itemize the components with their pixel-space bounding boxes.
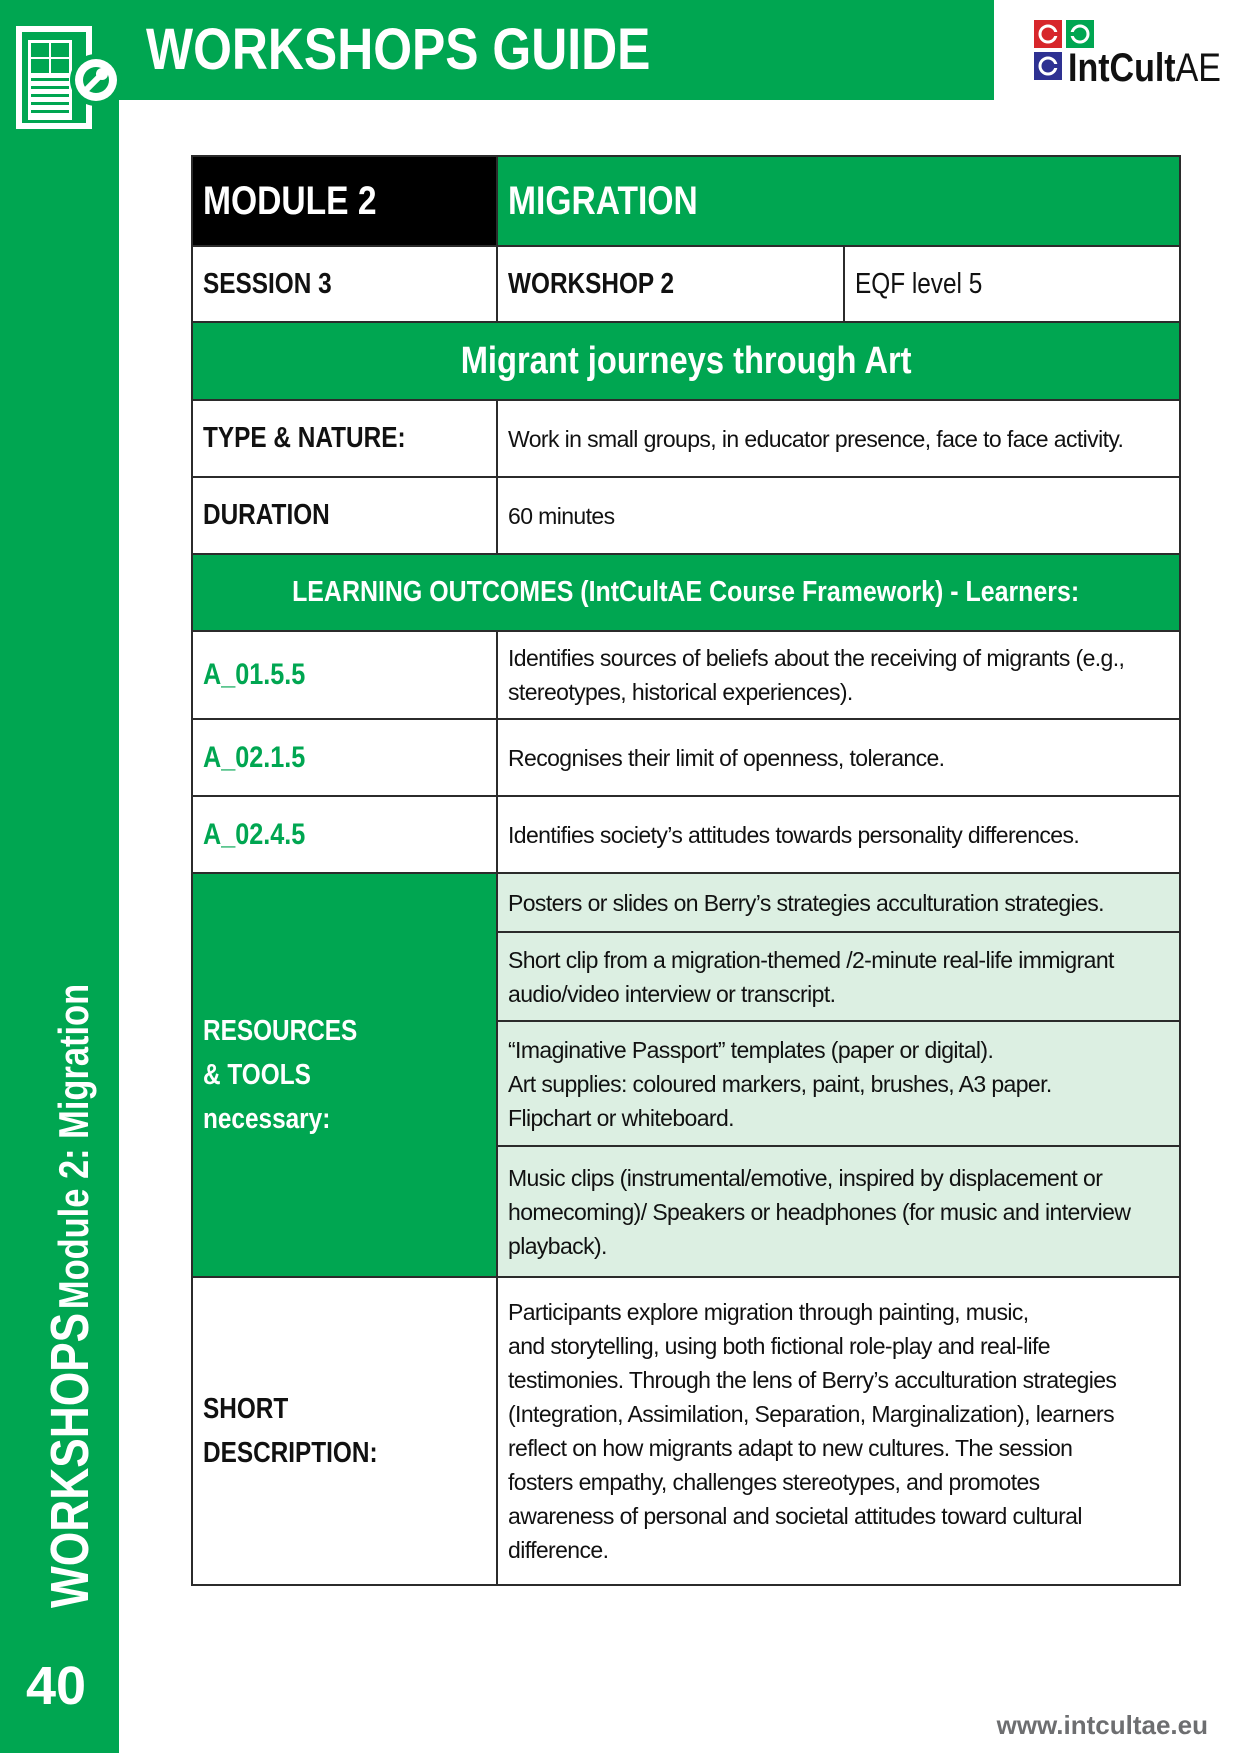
- duration-value: 60 minutes: [508, 502, 615, 529]
- description-text-cell: [497, 1277, 1180, 1585]
- resource-line: playback).: [508, 1232, 607, 1259]
- learning-outcomes-header: LEARNING OUTCOMES (IntCultAE Course Framework) - Learners:: [292, 576, 1080, 608]
- module-label: MODULE 2: [203, 178, 377, 223]
- resource-line: Flipchart or whiteboard.: [508, 1104, 734, 1131]
- module-name-cell: [497, 156, 1180, 246]
- sidebar-title-rest: Module 2: Migration: [50, 983, 97, 1310]
- eqf-cell: [844, 246, 1180, 322]
- workshop-title-row: [192, 322, 1180, 400]
- resources-label: [203, 1009, 486, 1141]
- session-cell: [192, 246, 497, 322]
- learning-outcome-text: Recognises their limit of openness, tolerance.: [508, 744, 945, 771]
- learning-outcome-code: A_02.1.5: [203, 740, 306, 774]
- learning-outcomes-header-cell: [192, 554, 1180, 631]
- workshop-table: [191, 155, 1181, 1586]
- learning-outcome-row: [192, 631, 1180, 719]
- description-line: Participants explore migration through painting, music,: [508, 1299, 1029, 1325]
- learning-outcome-text-cell: [497, 631, 1180, 719]
- type-value: Work in small groups, in educator presence, face to face activity.: [508, 425, 1124, 452]
- resource-line: Art supplies: coloured markers, paint, brushes, A3 paper.: [508, 1070, 1052, 1097]
- intcultae-logo: [1034, 20, 1221, 90]
- type-value-cell: [497, 400, 1180, 477]
- session-row: [192, 246, 1180, 322]
- learning-outcome-code-cell: [192, 719, 497, 796]
- eqf-level: EQF level 5: [855, 267, 983, 300]
- description-label-line: SHORT: [203, 1393, 289, 1425]
- workshop-label: WORKSHOP 2: [508, 267, 675, 300]
- resource-line: Music clips (instrumental/emotive, inspired by displacement or: [508, 1164, 1103, 1191]
- session-label: SESSION 3: [203, 267, 332, 300]
- type-label-cell: [192, 400, 497, 477]
- duration-label: DURATION: [203, 499, 330, 531]
- workshop-title-cell: [192, 322, 1180, 400]
- logo-wordmark: IntCultAE: [1068, 46, 1221, 90]
- resources-label-line: & TOOLS: [203, 1059, 311, 1091]
- description-line: (Integration, Assimilation, Separation, Marginalization), learners: [508, 1401, 1114, 1427]
- resource-line: homecoming)/ Speakers or headphones (for music and interview: [508, 1198, 1131, 1225]
- learning-outcome-row: [192, 719, 1180, 796]
- learning-outcome-text-cell: [497, 796, 1180, 873]
- learning-outcome-row: [192, 796, 1180, 873]
- page-number: 40: [26, 1656, 87, 1716]
- resource-line: audio/video interview or transcript.: [508, 980, 836, 1007]
- duration-row: [192, 477, 1180, 554]
- description-line: testimonies. Through the lens of Berry’s acculturation strategies: [508, 1367, 1117, 1393]
- description-line: fosters empathy, challenges stereotypes, and promotes: [508, 1469, 1040, 1495]
- learning-outcome-text-cell: [497, 719, 1180, 796]
- description-label: [203, 1387, 486, 1475]
- description-label-cell: [192, 1277, 497, 1585]
- resource-item: [497, 873, 1180, 932]
- page-header-title: WORKSHOPS GUIDE: [146, 17, 651, 82]
- description-line: difference.: [508, 1537, 609, 1563]
- duration-value-cell: [497, 477, 1180, 554]
- workshop-cell: [497, 246, 844, 322]
- module-label-cell: [192, 156, 497, 246]
- learning-outcome-text: Identifies society’s attitudes towards personality differences.: [508, 821, 1080, 848]
- learning-outcome-code-cell: [192, 796, 497, 873]
- resource-line: Short clip from a migration-themed /2-minute real-life immigrant: [508, 946, 1114, 973]
- description-line: and storytelling, using both fictional role-play and real-life: [508, 1333, 1050, 1359]
- learning-outcome-text: Identifies sources of beliefs about the receiving of migrants (e.g., stereotypes, historical experiences).: [508, 645, 1125, 705]
- module-name: MIGRATION: [508, 178, 698, 223]
- duration-label-cell: [192, 477, 497, 554]
- type-row: [192, 400, 1180, 477]
- description-line: reflect on how migrants adapt to new cultures. The session: [508, 1435, 1073, 1461]
- sidebar-title-bold: WORKSHOPS: [40, 1312, 100, 1608]
- description-row: [192, 1277, 1180, 1585]
- resources-label-line: necessary:: [203, 1103, 331, 1135]
- logo-face-green-icon: [1066, 20, 1094, 48]
- learning-outcomes-header-row: [192, 554, 1180, 631]
- resource-line: Posters or slides on Berry’s strategies acculturation strategies.: [508, 889, 1104, 916]
- resource-item: [497, 1146, 1180, 1277]
- workshop-guide-icon: [16, 26, 122, 132]
- logo-face-red-icon: [1034, 20, 1062, 48]
- learning-outcome-code: A_02.4.5: [203, 817, 306, 851]
- description-label-line: DESCRIPTION:: [203, 1437, 378, 1469]
- resource-item: [497, 1021, 1180, 1146]
- learning-outcome-code-cell: [192, 631, 497, 719]
- resource-item: [497, 932, 1180, 1021]
- module-row: [192, 156, 1180, 246]
- workshop-title: Migrant journeys through Art: [460, 339, 912, 382]
- type-label: TYPE & NATURE:: [203, 422, 406, 454]
- learning-outcome-code: A_01.5.5: [203, 658, 306, 691]
- logo-face-blue-icon: [1034, 52, 1062, 80]
- resource-row: [192, 873, 1180, 932]
- footer-url[interactable]: www.intcultae.eu: [996, 1710, 1208, 1740]
- resource-line: “Imaginative Passport” templates (paper or digital).: [508, 1036, 994, 1063]
- resources-label-cell: [192, 873, 497, 1277]
- sidebar-vertical-title: [40, 847, 114, 1608]
- description-line: awareness of personal and societal attitudes toward cultural: [508, 1503, 1082, 1529]
- resources-label-line: RESOURCES: [203, 1015, 358, 1047]
